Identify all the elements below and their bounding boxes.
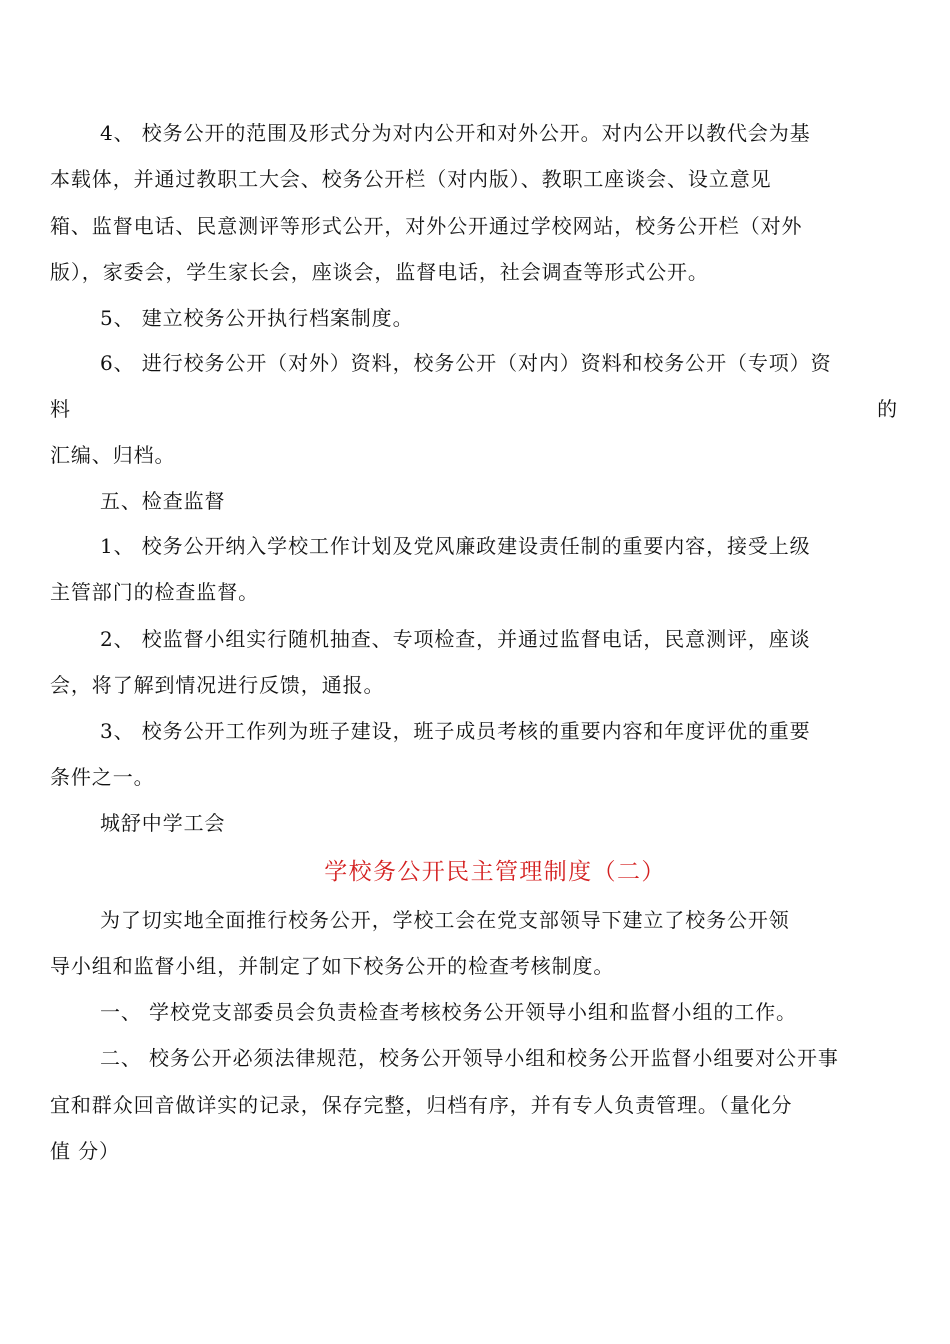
paragraph-4-line-4: 版），家委会，学生家长会，座谈会，监督电话，社会调查等形式公开。 [50, 260, 709, 284]
intro-line-2: 导小组和监督小组，并制定了如下校务公开的检查考核制度。 [50, 954, 615, 978]
paragraph-6-line-3: 汇编、归档。 [50, 443, 176, 467]
intro-line-1: 为了切实地全面推行校务公开，学校工会在党支部领导下建立了校务公开领 [100, 908, 790, 932]
inspection-item-2-line-1: 2、 校监督小组实行随机抽查、专项检查，并通过监督电话，民意测评，座谈 [100, 627, 811, 651]
rule-2-line-1: 二、 校务公开必须法律规范，校务公开领导小组和校务公开监督小组要对公开事 [100, 1046, 839, 1070]
inspection-item-3-line-1: 3、 校务公开工作列为班子建设，班子成员考核的重要内容和年度评优的重要 [100, 719, 811, 743]
paragraph-6-line-1: 6、 进行校务公开（对外）资料，校务公开（对内）资料和校务公开（专项）资 [100, 351, 832, 375]
document-title: 学校务公开民主管理制度（二） [324, 859, 666, 885]
paragraph-4-line-2: 本载体，并通过教职工大会、校务公开栏（对内版）、教职工座谈会、设立意见 [50, 167, 772, 191]
rule-2-line-3: 值 分） [50, 1139, 120, 1163]
rule-2-line-2: 宜和群众回音做详实的记录，保存完整，归档有序，并有专人负责管理。（量化分 [50, 1093, 793, 1117]
rule-1: 一、 学校党支部委员会负责检查考核校务公开领导小组和监督小组的工作。 [100, 1000, 797, 1024]
paragraph-6-line-2-left: 料 [50, 397, 71, 421]
inspection-item-1-line-1: 1、 校务公开纳入学校工作计划及党风廉政建设责任制的重要内容，接受上级 [100, 534, 811, 558]
paragraph-6-line-2-right: 的 [877, 397, 898, 421]
paragraph-4-line-1: 4、 校务公开的范围及形式分为对内公开和对外公开。对内公开以教代会为基 [100, 121, 811, 145]
inspection-item-1-line-2: 主管部门的检查监督。 [50, 580, 259, 604]
paragraph-5: 5、 建立校务公开执行档案制度。 [100, 306, 414, 330]
signature-organization: 城舒中学工会 [100, 811, 226, 835]
inspection-item-3-line-2: 条件之一。 [50, 765, 155, 789]
section-heading-inspection: 五、检查监督 [100, 489, 226, 513]
inspection-item-2-line-2: 会，将了解到情况进行反馈，通报。 [50, 673, 385, 697]
paragraph-4-line-3: 箱、监督电话、民意测评等形式公开，对外公开通过学校网站，校务公开栏（对外 [50, 214, 803, 238]
